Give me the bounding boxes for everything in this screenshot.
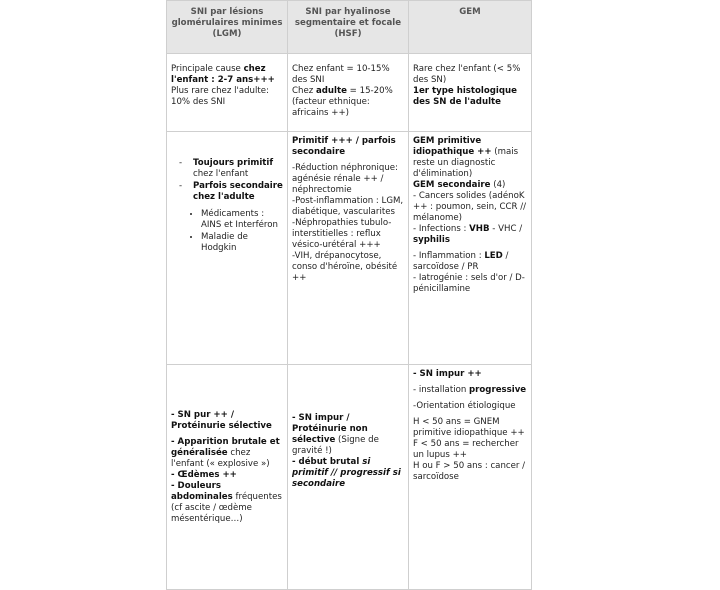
text: Chez	[292, 86, 316, 96]
text: - VHC /	[489, 224, 523, 234]
text: (Signe de gravité !)	[292, 435, 379, 456]
list-item: -Réduction néphronique: agénésie rénale ++ / néphrectomie	[292, 163, 398, 195]
table-row-clinical	[167, 365, 532, 590]
cell-lgm-clinical	[167, 365, 288, 590]
text-bold: GEM secondaire	[413, 180, 491, 190]
cell-gem-epidemiology	[409, 54, 532, 132]
text-bold: 1er type histologique des SN de l'adulte	[413, 86, 517, 107]
text-bold: syphilis	[413, 235, 450, 245]
table-row-epidemiology	[167, 54, 532, 132]
text-bold: Primitif +++ / parfois secondaire	[292, 136, 396, 157]
dash-marker: -	[179, 181, 183, 191]
list-item: • Médicaments : AINS et Interféron	[201, 209, 283, 231]
text-bold: - Apparition brutale et généralisée	[171, 437, 280, 458]
cell-lgm-etiology	[167, 132, 288, 365]
text: - Infections :	[413, 224, 470, 234]
text: (mais reste un diagnostic d'élimination)	[413, 147, 519, 179]
text: - Iatrogénie : sels d'or / D-pénicillamine	[413, 273, 525, 294]
cell-gem-etiology	[409, 132, 532, 365]
cell-hsf-etiology	[288, 132, 409, 365]
cell-lgm-epidemiology	[167, 54, 288, 132]
text-bold-italic: si primitif // progressif si secondaire	[292, 457, 401, 489]
list-item: -VIH, drépanocytose, conso d'héroïne, obésité ++	[292, 251, 398, 283]
text-bold: Toujours primitif	[193, 158, 274, 168]
text: Principale cause	[171, 64, 244, 74]
text-bold: chez l'enfant : 2-7 ans+++	[171, 64, 275, 85]
text: fréquentes (cf ascite / œdème mésentérique…)	[171, 492, 282, 524]
text: F < 50 ans = rechercher un lupus ++	[413, 439, 519, 460]
header-lgm: SNI par lésions glomérulaires minimes (LGM)	[167, 1, 288, 54]
text-bold: - SN impur ++	[413, 369, 482, 379]
text: Plus rare chez l'adulte: 10% des SNI	[171, 86, 269, 107]
text: H < 50 ans = GNEM primitive idiopathique ++	[413, 417, 525, 438]
cell-hsf-clinical	[288, 365, 409, 590]
text: (4)	[490, 180, 506, 190]
text: = 15-20% (facteur ethnique: africains ++)	[292, 86, 393, 118]
text: / sarcoïdose / PR	[413, 251, 509, 272]
bullet-list	[191, 209, 283, 254]
table-row-etiology	[167, 132, 532, 365]
text-bold: GEM primitive idiopathique ++	[413, 136, 492, 157]
text-bold: progressive	[469, 385, 527, 395]
text: chez l'enfant (« explosive »)	[171, 448, 270, 469]
list-item	[179, 181, 283, 203]
text-bold: - début brutal	[292, 457, 363, 467]
text-bold: LED	[484, 251, 503, 261]
text-bold: - Douleurs abdominales	[171, 481, 233, 502]
text: - Inflammation :	[413, 251, 485, 261]
table-header-row	[167, 1, 532, 54]
list-item: -Néphropathies tubulo-interstitielles : reflux vésico-urétéral +++	[292, 218, 392, 250]
cell-hsf-epidemiology	[288, 54, 409, 132]
list-item	[179, 158, 283, 180]
text-bold: Parfois secondaire chez l'adulte	[193, 181, 283, 202]
text-bold: - Œdèmes ++	[171, 470, 237, 480]
comparison-table-container	[166, 0, 531, 524]
text: Rare chez l'enfant (< 5% des SN)	[413, 64, 521, 85]
text: -Orientation étiologique	[413, 401, 516, 411]
list-item: • Maladie de Hodgkin	[201, 232, 283, 254]
text-bold: - SN pur ++ / Protéinurie sélective	[171, 410, 272, 431]
comparison-table	[166, 0, 532, 590]
cell-gem-clinical	[409, 365, 532, 590]
text: chez l'enfant	[193, 169, 249, 179]
list-item: -Post-inflammation : LGM, diabétique, vascularites	[292, 196, 404, 217]
text: H ou F > 50 ans : cancer / sarcoïdose	[413, 461, 526, 482]
header-gem: GEM	[409, 1, 532, 54]
text-bold: VHB	[469, 224, 490, 234]
dash-marker: -	[179, 158, 183, 168]
text-bold: - SN impur / Protéinurie non sélective	[292, 413, 368, 445]
text: - installation	[413, 385, 470, 395]
text: - Cancers solides (adénoK ++ : poumon, sein, CCR // mélanome)	[413, 191, 527, 223]
header-hsf: SNI par hyalinose segmentaire et focale (HSF)	[288, 1, 409, 54]
text: Chez enfant = 10-15% des SNI	[292, 64, 390, 85]
text-bold: adulte	[315, 86, 347, 96]
